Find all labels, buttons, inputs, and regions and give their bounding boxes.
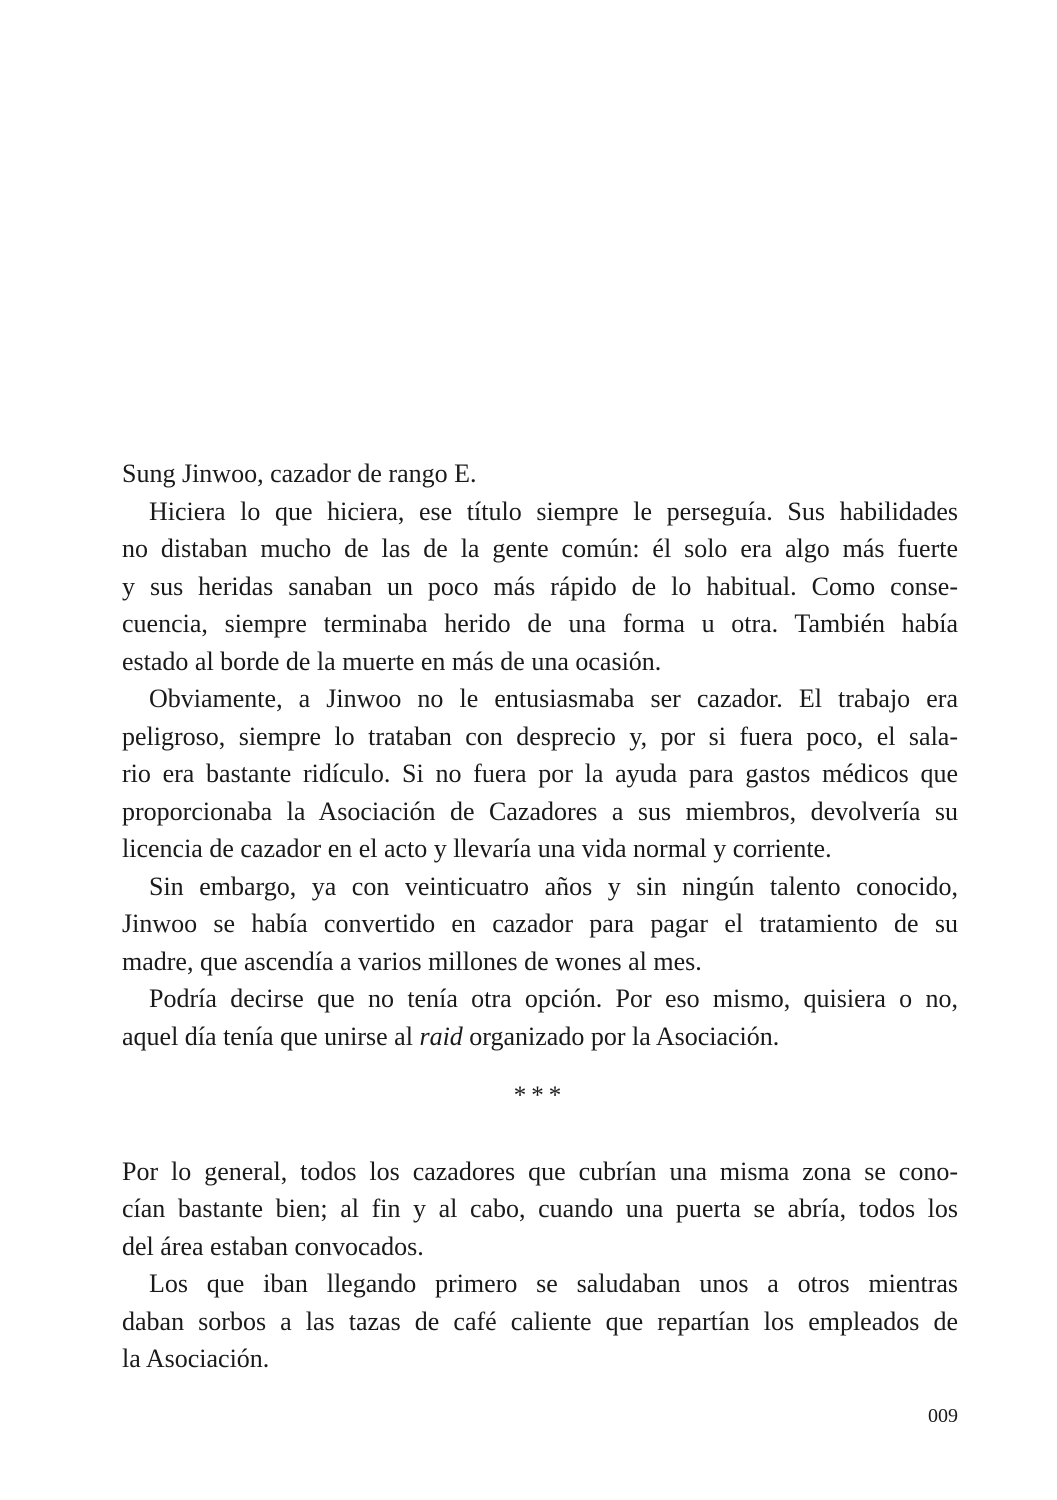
paragraph [122, 1265, 958, 1378]
text-line: rio era bastante ridículo. Si no fuera por la ayuda para gastos médicos que [122, 759, 958, 788]
paragraph [122, 868, 958, 981]
page-number: 009 [928, 1405, 958, 1427]
text-line: estado al borde de la muerte en más de una ocasión. [122, 646, 662, 676]
section-one [122, 455, 958, 1055]
paragraph [122, 980, 958, 1055]
text-line: Sung Jinwoo, cazador de rango E. [122, 459, 477, 488]
paragraph [122, 455, 958, 493]
text-line: peligroso, siempre lo trataban con desprecio y, por si fuera poco, el sala- [122, 721, 958, 751]
text-line: del área estaban convocados. [122, 1231, 424, 1261]
text-line: Sin embargo, ya con veinticuatro años y sin ningún talento conocido, [149, 871, 958, 901]
text-line: daban sorbos a las tazas de café caliente que repartían los empleados de [122, 1306, 958, 1336]
paragraph [122, 1153, 958, 1266]
text-line: la Asociación. [122, 1344, 270, 1373]
paragraph [122, 680, 958, 868]
text-line: aquel día tenía que unirse al raid organizado por la Asociación. [122, 1021, 780, 1051]
text-line: licencia de cazador en el acto y llevaría una vida normal y corriente. [122, 834, 832, 863]
page-text-block [122, 455, 958, 1378]
text-line: Los que iban llegando primero se saludaban unos a otros mientras [149, 1269, 958, 1298]
text-line: Jinwoo se había convertido en cazador para pagar el tratamiento de su [122, 909, 958, 938]
text-line: Podría decirse que no tenía otra opción. Por eso mismo, quisiera o no, [149, 984, 958, 1013]
text-line: no distaban mucho de las de la gente común: él solo era algo más fuerte [122, 534, 958, 563]
section-separator: *** [513, 1082, 567, 1109]
text-line: Obviamente, a Jinwoo no le entusiasmaba ser cazador. El trabajo era [149, 684, 958, 713]
section-two [122, 1153, 958, 1378]
text-line: cían bastante bien; al fin y al cabo, cuando una puerta se abría, todos los [122, 1194, 958, 1223]
text-line: cuencia, siempre terminaba herido de una forma u otra. También había [122, 609, 958, 638]
paragraph [122, 493, 958, 681]
text-line: proporcionaba la Asociación de Cazadores a sus miembros, devolvería su [122, 796, 958, 826]
text-line: y sus heridas sanaban un poco más rápido de lo habitual. Como conse- [122, 571, 958, 601]
text-line: Hiciera lo que hiciera, ese título siempre le perseguía. Sus habilidades [149, 496, 958, 526]
text-line: Por lo general, todos los cazadores que cubrían una misma zona se cono- [122, 1156, 958, 1186]
text-line: madre, que ascendía a varios millones de wones al mes. [122, 946, 702, 976]
